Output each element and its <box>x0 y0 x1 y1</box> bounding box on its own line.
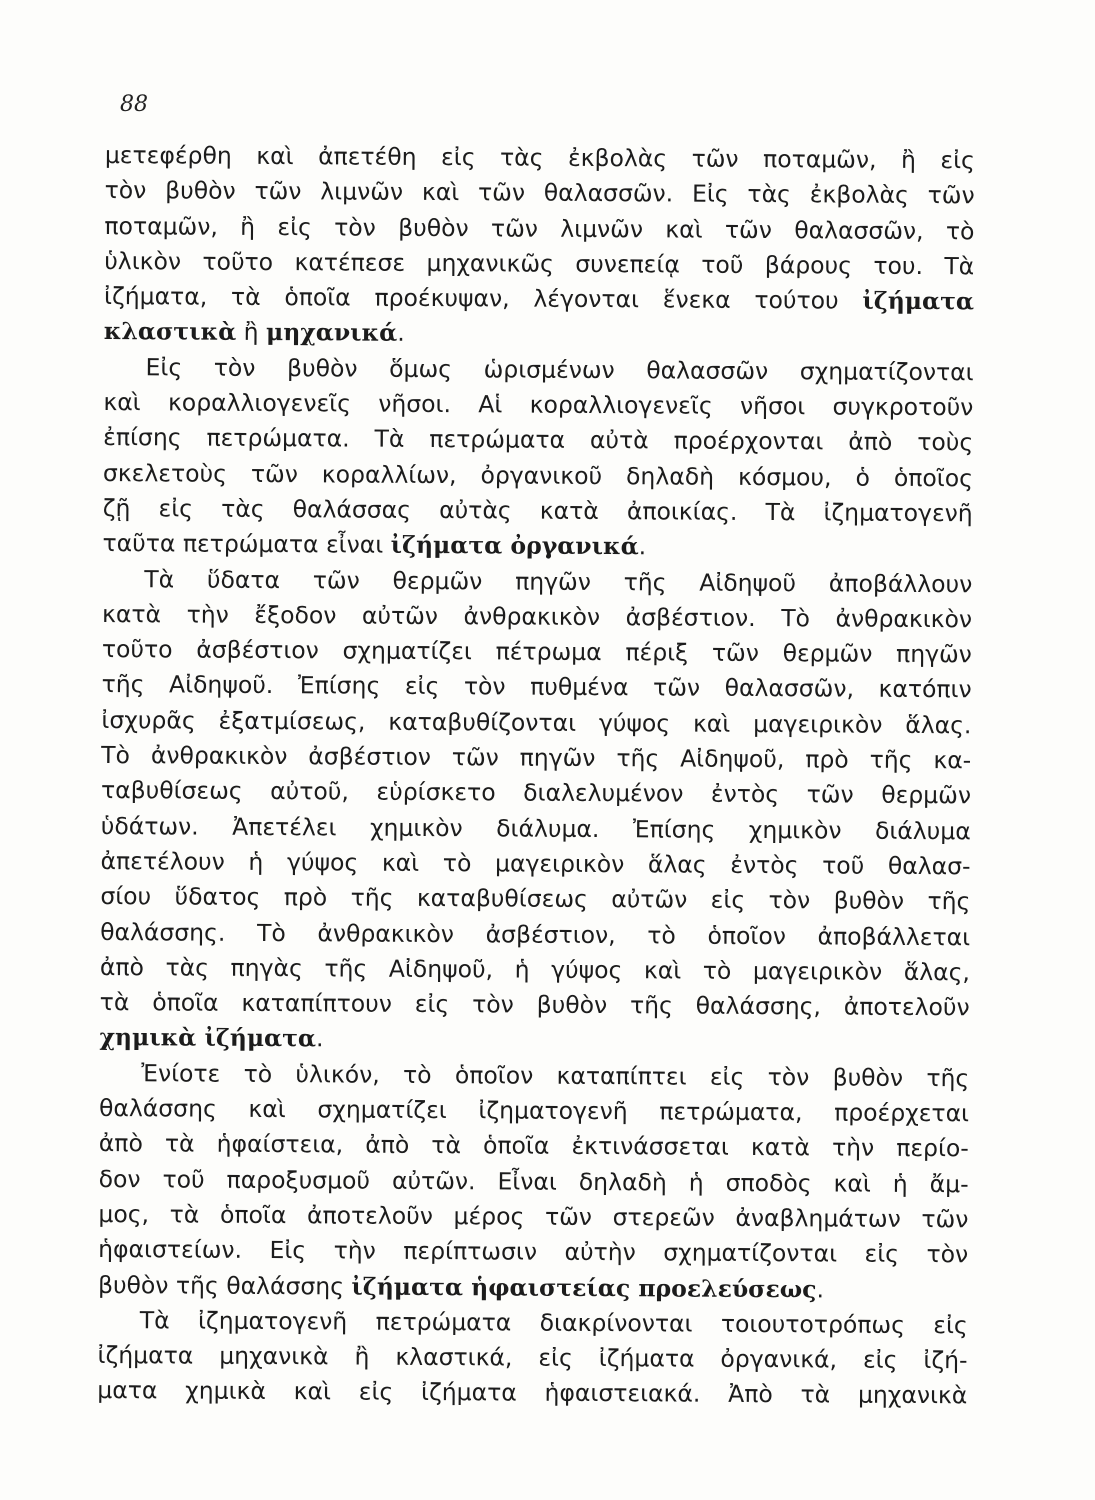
text-line: ταβυθίσεως αὐτοῦ, εὑρίσκετο διαλελυμένον ἐντὸς τῶν θερμῶν <box>100 776 972 810</box>
text-line: ἰζήματα μηχανικὰ ἢ κλαστικά, εἰς ἰζήματα ὀργανικά, εἰς ἰζή- <box>97 1341 968 1375</box>
page-number: 88 <box>120 92 148 117</box>
text-run: . <box>315 1024 324 1053</box>
text-line: σκελετοὺς τῶν κοραλλίων, ὀργανικοῦ δηλαδὴ κόσμου, ὁ ὁποῖος <box>102 458 974 492</box>
text-line: σίου ὕδατος πρὸ τῆς καταβυθίσεως αὐτῶν εἰς τὸν βυθὸν τῆς <box>100 882 971 916</box>
text-run: ἰζήματα, τὰ ὁποῖα προέκυψαν, λέγονται ἕνεκα τούτου <box>103 282 863 315</box>
text-line <box>104 279 974 320</box>
text-run: ταῦτα πετρώματα εἶναι <box>102 529 391 560</box>
text-line: τὰ ὁποῖα καταπίπτουν εἰς τὸν βυθὸν τῆς θαλάσσης, ἀποτελοῦν <box>99 988 970 1022</box>
text-line: ἀπετέλουν ἡ γύψος καὶ τὸ μαγειρικὸν ἅλας ἐντὸς τοῦ θαλασ- <box>100 846 971 881</box>
text-line <box>98 1267 968 1308</box>
text-line: ἡφαιστείων. Εἰς τὴν περίπτωσιν αὐτὴν σχηματίζονται εἰς τὸν <box>98 1235 969 1269</box>
body-text <box>97 138 975 1414</box>
paragraph <box>97 1303 968 1414</box>
text-line: ποταμῶν, ἢ εἰς τὸν βυθὸν τῶν λιμνῶν καὶ τῶν θαλασσῶν, τὸ <box>104 211 975 245</box>
text-line: ἀπὸ τὰ ἡφαίστεια, ἀπὸ τὰ ὁποῖα ἐκτινάσσεται κατὰ τὴν περίο- <box>98 1129 969 1163</box>
text-line: τὸν βυθὸν τῶν λιμνῶν καὶ τῶν θαλασσῶν. Εἰς τὰς ἐκβολὰς τῶν <box>104 176 975 210</box>
paragraph <box>98 1056 969 1308</box>
paragraph <box>102 350 973 567</box>
text-run: βυθὸν τῆς θαλάσσης <box>97 1270 352 1301</box>
emphasized-term: ἰζήματα <box>862 286 975 316</box>
text-line: Ἐνίοτε τὸ ὑλικόν, τὸ ὁποῖον καταπίπτει εἰς τὸν βυθὸν τῆς <box>141 1058 970 1093</box>
text-line <box>102 526 972 567</box>
paragraph <box>99 562 972 1061</box>
text-line: ἰσχυρᾶς ἐξατμίσεως, καταβυθίζονται γύψος καὶ μαγειρικὸν ἅλας. <box>101 705 972 740</box>
text-line: ματα χημικὰ καὶ εἰς ἰζήματα ἡφαιστειακά. Ἀπὸ τὰ μηχανικὰ <box>97 1376 968 1410</box>
text-line: Τὰ ὕδατα τῶν θερμῶν πηγῶν τῆς Αἰδηψοῦ ἀποβάλλουν <box>144 564 973 598</box>
text-line: ὑλικὸν τοῦτο κατέπεσε μηχανικῶς συνεπείᾳ τοῦ βάρους του. Τὰ <box>104 246 975 281</box>
text-run: . <box>816 1274 825 1303</box>
emphasized-term: ἰζήματα ἡφαιστείας προελεύσεως <box>351 1272 817 1303</box>
text-line: τοῦτο ἀσβέστιον σχηματίζει πέτρωμα πέριξ τῶν θερμῶν πηγῶν <box>101 635 972 669</box>
text-line: Εἰς τὸν βυθὸν ὅμως ὡρισμένων θαλασσῶν σχηματίζονται <box>145 353 974 387</box>
text-line: Τὸ ἀνθρακικὸν ἀσβέστιον τῶν πηγῶν τῆς Αἰδηψοῦ, πρὸ τῆς κα- <box>101 741 972 775</box>
paragraph <box>104 138 975 355</box>
emphasized-term: κλαστικὰ <box>103 317 237 347</box>
text-line: μετεφέρθη καὶ ἀπετέθη εἰς τὰς ἐκβολὰς τῶν ποταμῶν, ἢ εἰς <box>104 140 975 175</box>
text-line: μος, τὰ ὁποῖα ἀποτελοῦν μέρος τῶν στερεῶν ἀναβλημάτων τῶν <box>98 1199 969 1234</box>
text-line: κατὰ τὴν ἔξοδον αὐτῶν ἀνθρακικὸν ἀσβέστιον. Τὸ ἀνθρακικὸν <box>102 599 973 634</box>
text-line: Τὰ ἰζηματογενῆ πετρώματα διακρίνονται τοιουτοτρόπως εἰς <box>139 1306 968 1340</box>
text-line: καὶ κοραλλιογενεῖς νῆσοι. Αἱ κοραλλιογενεῖς νῆσοι συγκροτοῦν <box>103 388 974 422</box>
text-line: ζῇ εἰς τὰς θαλάσσας αὐτὰς κατὰ ἀποικίας. Τὰ ἰζηματογενῆ <box>102 493 973 528</box>
text-line: θαλάσσης. Τὸ ἀνθρακικὸν ἀσβέστιον, τὸ ὁποῖον ἀποβάλλεται <box>100 917 971 951</box>
text-line: θαλάσσης καὶ σχηματίζει ἰζηματογενῆ πετρώματα, προέρχεται <box>98 1093 970 1128</box>
text-run: ἢ <box>236 318 267 347</box>
emphasized-term: ἰζήματα ὀργανικά <box>390 531 639 561</box>
text-line: τῆς Αἰδηψοῦ. Ἐπίσης εἰς τὸν πυθμένα τῶν θαλασσῶν, κατόπιν <box>101 670 972 704</box>
text-line <box>104 314 974 355</box>
text-run: . <box>397 319 405 348</box>
text-line: ἐπίσης πετρώματα. Τὰ πετρώματα αὐτὰ προέρχονται ἀπὸ τοὺς <box>103 423 974 457</box>
text-line <box>99 1020 969 1061</box>
emphasized-term: χημικὰ ἰζήματα <box>99 1023 317 1053</box>
emphasized-term: μηχανικά <box>265 318 398 348</box>
text-line: ἀπὸ τὰς πηγὰς τῆς Αἰδηψοῦ, ἡ γύψος καὶ τὸ μαγειρικὸν ἅλας, <box>99 952 971 987</box>
text-line: δον τοῦ παροξυσμοῦ αὐτῶν. Εἶναι δηλαδὴ ἡ σποδὸς καὶ ἡ ἄμ- <box>98 1164 969 1198</box>
text-run: . <box>638 532 647 561</box>
text-line: ὑδάτων. Ἀπετέλει χημικὸν διάλυμα. Ἐπίσης χημικὸν διάλυμα <box>100 811 971 845</box>
